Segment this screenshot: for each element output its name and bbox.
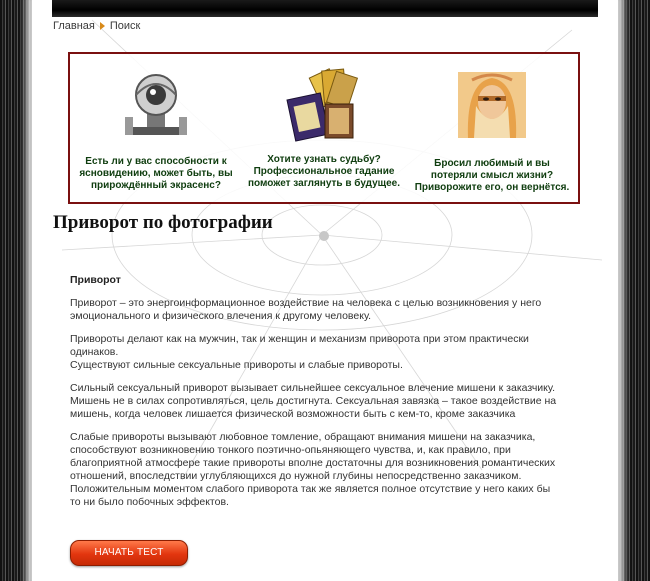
breadcrumb-arrow-icon xyxy=(100,22,105,30)
article-paragraph: Привороты делают как на мужчин, так и женщин и механизм приворота при этом практически одинаков. xyxy=(70,333,529,358)
breadcrumb-home-link[interactable]: Главная xyxy=(53,20,95,32)
article-paragraph: Сильный сексуальный приворот вызывает сильнейшее сексуальное влечение мишени к заказчику. Мишень не в силах сопротивляться, цель достигнута. Сексуальная завязка – такое воздействие на мишень, когда человек лишается физической возможности быть с кем-то, кроме заказчика xyxy=(70,382,557,420)
article-paragraph: Приворот – это энергоинформационное воздействие на человека с целью возникновения у него эмоционального и физического влечения к другому человеку. xyxy=(70,297,542,322)
article-content xyxy=(70,274,560,519)
veiled-woman-icon xyxy=(458,60,526,150)
page-container xyxy=(32,0,618,581)
eye-amulet-icon xyxy=(119,60,193,150)
promo-text: Бросил любимый и вы потеряли смысл жизни? Приворожите его, он вернётся. xyxy=(414,158,570,193)
promo-banner xyxy=(68,52,580,204)
promo-text: Есть ли у вас способности к ясновидению, может быть, вы прирождённый экрасенс? xyxy=(79,156,233,191)
promo-clairvoyance[interactable] xyxy=(76,54,236,202)
promo-text: Хотите узнать судьбу? Профессиональное гадание поможет заглянуть в будущее. xyxy=(247,154,401,189)
tarot-cards-icon xyxy=(285,60,363,150)
article-paragraph: Существуют сильные сексуальные привороты и слабые привороты. xyxy=(70,359,403,371)
page-title: Приворот по фотографии xyxy=(53,212,273,233)
promo-fortune[interactable] xyxy=(244,54,404,202)
article-paragraph: Слабые привороты вызывают любовное томление, обращают внимания мишени на заказчика, способствуют возникновению тонкого поэтично-опьяняющего чувства, и, как правило, при благоприятной атмосфере такие привороты вполне достаточны для возникновения романтических отношений, впоследствии углубляющихся до нужной глубины непосредственно заказчиком. Положительным моментом слабого приворота так же является полное отсутствие у него каких бы то ни было побочных эффектов. xyxy=(70,431,556,508)
breadcrumb-search-link[interactable]: Поиск xyxy=(109,20,141,32)
top-header-bar xyxy=(52,0,598,17)
start-test-button[interactable]: НАЧАТЬ ТЕСТ xyxy=(70,540,188,566)
promo-love-spell[interactable] xyxy=(412,54,572,202)
breadcrumb xyxy=(53,20,140,32)
article-heading: Приворот xyxy=(70,274,121,286)
